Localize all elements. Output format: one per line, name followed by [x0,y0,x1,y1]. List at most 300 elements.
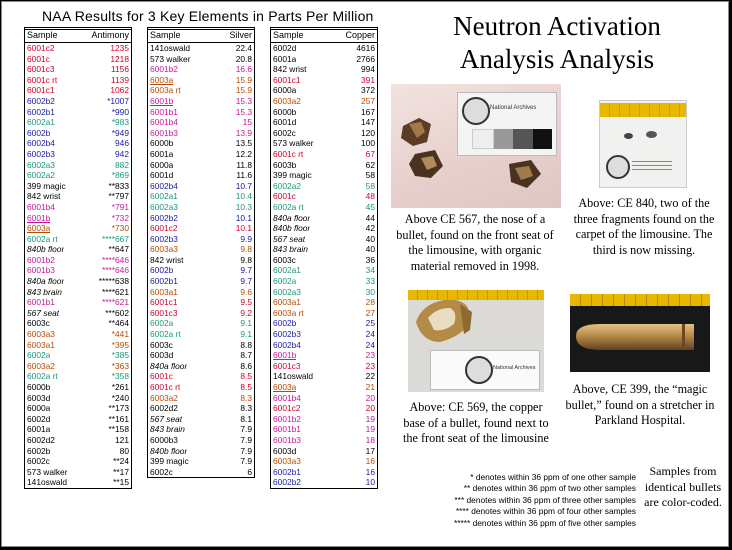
value-cell: *990 [111,106,129,117]
table-row [148,138,254,149]
table-row [271,308,377,319]
value-cell: 7.9 [240,445,252,456]
ce567-photo [391,84,561,208]
table-row [25,160,131,171]
sample-cell: 6002c [273,127,296,138]
sample-column-header: Sample [27,30,58,40]
table-row [25,456,131,467]
sample-cell: 6001b3 [150,127,178,138]
sample-cell: 6000b [273,106,297,117]
sample-cell: 573 walker [27,466,68,477]
sample-cell: 6003d [27,392,51,403]
table-row [148,371,254,382]
sample-cell: 6002b3 [27,148,55,159]
table-row [271,54,377,65]
table-row [271,340,377,351]
sample-cell: 141oswald [27,477,68,488]
value-cell: 13.9 [235,127,252,138]
table-row [271,244,377,255]
table-row [271,393,377,404]
table-row [25,191,131,202]
table-row [148,149,254,160]
value-cell: **158 [108,424,129,435]
sample-cell: 6002a [273,276,297,287]
value-cell: 994 [361,64,375,75]
sample-cell: 6003a1 [150,286,178,297]
value-cell: **173 [108,403,129,414]
table-row [25,287,131,298]
value-cell: *732 [111,212,129,223]
table-row [25,85,131,96]
legend-line: *** denotes within 36 ppm of three other samples [454,494,636,505]
table-row [25,244,131,255]
sample-cell: 6002b1 [273,466,301,477]
table-row [148,75,254,86]
sample-cell: 6002a [150,318,174,329]
table-row [148,276,254,287]
value-cell: 36 [365,254,375,265]
sample-cell: 6003c [150,339,173,350]
archives-seal-icon [606,155,630,179]
sample-cell: 840a floor [150,360,188,371]
value-cell: 1062 [110,85,129,96]
value-cell: 15.9 [235,74,252,85]
value-cell: *949 [111,127,129,138]
value-cell: *869 [111,170,129,181]
table-row [25,435,131,446]
value-cell: 15.9 [235,85,252,96]
table-row [148,403,254,414]
table-row [148,234,254,245]
sample-column-header: Sample [273,30,304,40]
archives-card-label: National Archives [493,365,536,371]
table-row [271,297,377,308]
sample-column-header: Sample [150,30,181,40]
table-row [271,403,377,414]
table-row [25,361,131,372]
sample-cell: 567 seat [27,307,60,318]
sample-cell: 6001b1 [273,424,301,435]
value-cell: 120 [361,127,375,138]
value-cell: 24 [365,329,375,340]
sample-cell: 6001c3 [150,307,178,318]
sample-cell: 6002a2 [273,180,301,191]
value-cell: 40 [365,244,375,255]
value-cell: 34 [365,265,375,276]
sample-cell: 6001c2 [273,403,301,414]
silver-column-header: Silver [229,30,252,40]
sample-cell: 6000b [27,382,51,392]
table-row [25,467,131,478]
table-row [25,117,131,128]
value-cell: 7.9 [240,424,252,435]
sample-cell: 6001b4 [273,392,301,403]
value-cell: *****638 [98,276,129,287]
sample-cell: 6002b4 [27,138,55,149]
table-row [25,43,131,54]
sample-cell: 6002d [273,43,297,53]
table-header [25,29,131,43]
value-cell: ***602 [105,307,129,318]
sample-cell: 6002a1 [27,117,55,128]
sample-cell: 843 brain [273,244,308,255]
ce569-photo [408,290,544,392]
copper-table [270,27,378,489]
table-row [25,265,131,276]
value-cell: 15.3 [235,106,252,117]
copper-rows [271,43,377,488]
table-row [25,213,131,224]
sample-cell: 6001c [27,53,50,64]
value-cell: **24 [113,456,129,467]
value-cell: 942 [115,148,129,159]
table-row [271,265,377,276]
value-cell: **797 [108,191,129,202]
sample-cell: 567 seat [273,233,306,244]
sample-cell: 842 wrist [150,254,184,265]
value-cell: 19 [365,424,375,435]
table-row [271,191,377,202]
value-cell: *385 [111,350,129,361]
national-archives-card [430,350,540,390]
sample-cell: 6003a1 [273,297,301,308]
table-row [148,128,254,139]
value-cell: 15.3 [235,95,252,106]
table-row [148,64,254,75]
title-line-1: Neutron Activation [453,11,661,41]
sample-cell: 399 magic [27,180,66,191]
sample-cell: 6001d [150,170,174,181]
sample-cell: 6002b [150,265,174,276]
sample-cell: 6002a rt [27,371,58,382]
sample-cell: 399 magic [150,456,189,467]
sample-cell: 6001b4 [150,117,178,128]
sample-cell: 6003b [273,159,297,170]
value-cell: 9.8 [240,244,252,255]
value-cell: *363 [111,360,129,371]
ruler [408,290,544,300]
table-row [25,255,131,266]
value-cell: 8.8 [240,339,252,350]
value-cell: 8.5 [240,382,252,392]
sample-cell: 6002b [273,318,297,329]
value-cell: *791 [111,201,129,212]
table-row [148,424,254,435]
sample-cell: 6001b [150,95,174,106]
sample-cell: 141oswald [273,371,314,382]
table-row [271,202,377,213]
sample-cell: 6002a3 [150,201,178,212]
sample-cell: 6001a [27,424,51,435]
table-row [271,181,377,192]
table-row [25,297,131,308]
value-cell: 23 [365,350,375,361]
sample-cell: 840b floor [27,244,65,255]
value-cell: *261 [111,382,129,392]
sample-cell: 6001c [150,371,173,382]
value-cell: 9.5 [240,297,252,308]
table-row [25,138,131,149]
value-cell: 21 [365,382,375,392]
sample-cell: 6003a1 [27,339,55,350]
value-cell: 121 [115,434,129,445]
table-row [148,414,254,425]
value-cell: 67 [365,148,375,159]
value-cell: 20 [365,403,375,414]
table-row [271,85,377,96]
value-cell: 16 [365,466,375,477]
value-cell: *1007 [107,95,129,106]
table-row [148,329,254,340]
sample-cell: 567 seat [150,413,183,424]
sample-cell: 6002b1 [150,276,178,287]
table-row [271,128,377,139]
sample-cell: 6001c1 [273,74,301,85]
table-row [148,361,254,372]
sample-cell: 6002c [150,466,173,477]
value-cell: 8.3 [240,403,252,414]
table-row [271,382,377,393]
value-cell: 15 [242,117,252,128]
value-cell: 1218 [110,53,129,64]
sample-cell: 6002b1 [27,106,55,117]
ce567-caption: Above CE 567, the nose of a bullet, found on the front seat of the limousine, with organic material removed in 1998. [396,212,554,273]
value-cell: 10.4 [235,191,252,202]
legend-line: ** denotes within 36 ppm of two other samples [463,483,636,494]
sample-cell: 6001c1 [150,297,178,308]
fragment-2 [646,131,657,138]
table-row [25,128,131,139]
ce399-caption: Above, CE 399, the “magic bullet,” found on a stretcher in Parkland Hospital. [565,382,715,427]
value-cell: 25 [365,318,375,329]
value-cell: 27 [365,307,375,318]
value-cell: 391 [361,74,375,85]
table-row [271,223,377,234]
ce840-caption: Above: CE 840, two of the three fragments found on the carpet of the limousine. The third is now missing. [573,196,715,257]
color-code-note: Samples from identical bullets are color-coded. [644,464,722,509]
sample-cell: 6000b [150,138,174,149]
table-row [271,414,377,425]
antimony-column-header: Antimony [91,30,129,40]
value-cell: 882 [115,159,129,170]
table-row [271,435,377,446]
value-cell: 8.3 [240,392,252,403]
sample-cell: 6002d2 [150,403,178,414]
table-row [148,255,254,266]
value-cell: 10.1 [235,223,252,234]
copper-column-header: Copper [345,30,375,40]
value-cell: 7.9 [240,434,252,445]
sample-cell: 6002c [27,456,50,467]
value-cell: 8.1 [240,413,252,424]
sample-cell: 573 walker [273,138,314,149]
value-cell: 10 [365,477,375,488]
table-row [148,117,254,128]
sample-cell: 6001c1 [27,85,55,96]
value-cell: 11.8 [236,159,252,170]
table-row [25,64,131,75]
sample-cell: 6001c rt [273,148,304,159]
sample-cell: 6003a3 [27,329,55,340]
table-row [25,477,131,488]
value-cell: 20 [365,392,375,403]
table-header [271,29,377,43]
sample-cell: 6003a [27,223,51,234]
sample-cell: 6003c [273,254,296,265]
table-header [148,29,254,43]
table-row [271,255,377,266]
ce399-photo [570,294,710,372]
table-row [25,318,131,329]
value-cell: 23 [365,360,375,371]
sample-cell: 6002a [27,350,51,361]
value-cell: *441 [111,329,129,340]
sample-cell: 840b floor [150,445,188,456]
table-row [25,403,131,414]
archives-card-label: National Archives [490,105,537,111]
value-cell: 28 [365,297,375,308]
value-cell: 44 [365,212,375,223]
table-row [271,477,377,488]
sample-cell: 6002a rt [150,329,181,340]
table-row [148,318,254,329]
value-cell: **647 [108,244,129,255]
sample-cell: 842 wrist [273,64,307,75]
sample-cell: 6001b2 [27,254,55,265]
table-row [148,181,254,192]
table-row [148,340,254,351]
table-row [271,160,377,171]
value-cell: 22.4 [235,43,252,53]
sample-cell: 6003d [150,350,174,361]
sample-cell: 6003a2 [27,360,55,371]
table-row [25,181,131,192]
value-cell: 16 [365,456,375,467]
table-row [148,191,254,202]
sample-cell: 6002b4 [273,339,301,350]
sample-cell: 6003c [27,318,50,329]
fragment-1 [624,133,633,139]
sample-cell: 6000a [27,403,51,414]
table-row [271,96,377,107]
sample-cell: 6002a1 [273,265,301,276]
value-cell: ****621 [101,297,129,308]
value-cell: *358 [111,371,129,382]
table-row [148,107,254,118]
table-row [271,107,377,118]
table-row [148,244,254,255]
table-row [271,75,377,86]
table-row [148,85,254,96]
table-row [271,371,377,382]
table-row [25,170,131,181]
table-row [25,276,131,287]
sample-cell: 6002a rt [273,201,304,212]
ce840-photo [599,100,687,188]
value-cell: 12.2 [235,148,252,159]
sample-cell: 843 brain [27,286,62,297]
value-cell: 1156 [110,64,129,75]
table-row [148,393,254,404]
sample-cell: 6001b3 [273,434,301,445]
value-cell: 946 [115,138,129,149]
sample-cell: 6003a3 [273,456,301,467]
value-cell: **833 [108,180,129,191]
value-cell: 62 [365,159,375,170]
sample-cell: 840a floor [27,276,65,287]
value-cell: 80 [119,445,129,456]
table-row [25,308,131,319]
table-row [271,43,377,54]
sample-cell: 6002a1 [150,191,178,202]
value-cell: 9.1 [240,329,252,340]
value-cell: 16.6 [235,64,252,75]
value-cell: 58 [365,180,375,191]
table-row [148,287,254,298]
sample-cell: 6001b2 [150,64,178,75]
value-cell: 48 [365,191,375,202]
value-cell: 7.9 [240,456,252,467]
naa-results-title: NAA Results for 3 Key Elements in Parts Per Million [42,8,374,24]
antimony-table [24,27,132,489]
legend-line: * denotes within 36 ppm of one other sample [470,472,636,482]
table-row [148,308,254,319]
value-cell: 20.8 [235,53,252,64]
table-row [25,75,131,86]
value-cell: 9.8 [240,254,252,265]
sample-cell: 141oswald [150,43,191,53]
value-cell: 10.1 [235,212,252,223]
table-row [271,446,377,457]
table-row [148,43,254,54]
table-row [271,456,377,467]
value-cell: 13.5 [235,138,252,149]
national-archives-card [457,92,557,156]
magic-bullet [570,294,710,372]
sample-cell: 6001b [273,350,297,361]
sample-cell: 6001a [273,53,297,64]
table-row [148,350,254,361]
sample-cell: 6002b2 [27,95,55,106]
value-cell: **15 [113,477,129,488]
sample-cell: 6001b1 [27,297,55,308]
value-cell: 9.2 [240,307,252,318]
table-row [25,371,131,382]
table-row [25,350,131,361]
value-cell: 8.6 [240,360,252,371]
value-cell: 9.1 [240,318,252,329]
sample-cell: 6003a [150,74,174,85]
value-cell: 147 [361,117,375,128]
table-row [148,54,254,65]
table-row [25,446,131,457]
table-row [25,107,131,118]
gray-scale-swatches [472,129,552,149]
sample-cell: 6002a3 [273,286,301,297]
table-row [271,350,377,361]
table-row [25,223,131,234]
sample-cell: 6002b3 [150,233,178,244]
value-cell: 58 [365,170,375,181]
table-row [148,456,254,467]
sample-cell: 573 walker [150,53,191,64]
sample-cell: 842 wrist [27,191,61,202]
sample-cell: 6001b3 [27,265,55,276]
sample-cell: 6000b3 [150,434,178,445]
sample-cell: 6002a2 [27,170,55,181]
table-row [271,149,377,160]
value-cell: 4616 [356,43,375,53]
